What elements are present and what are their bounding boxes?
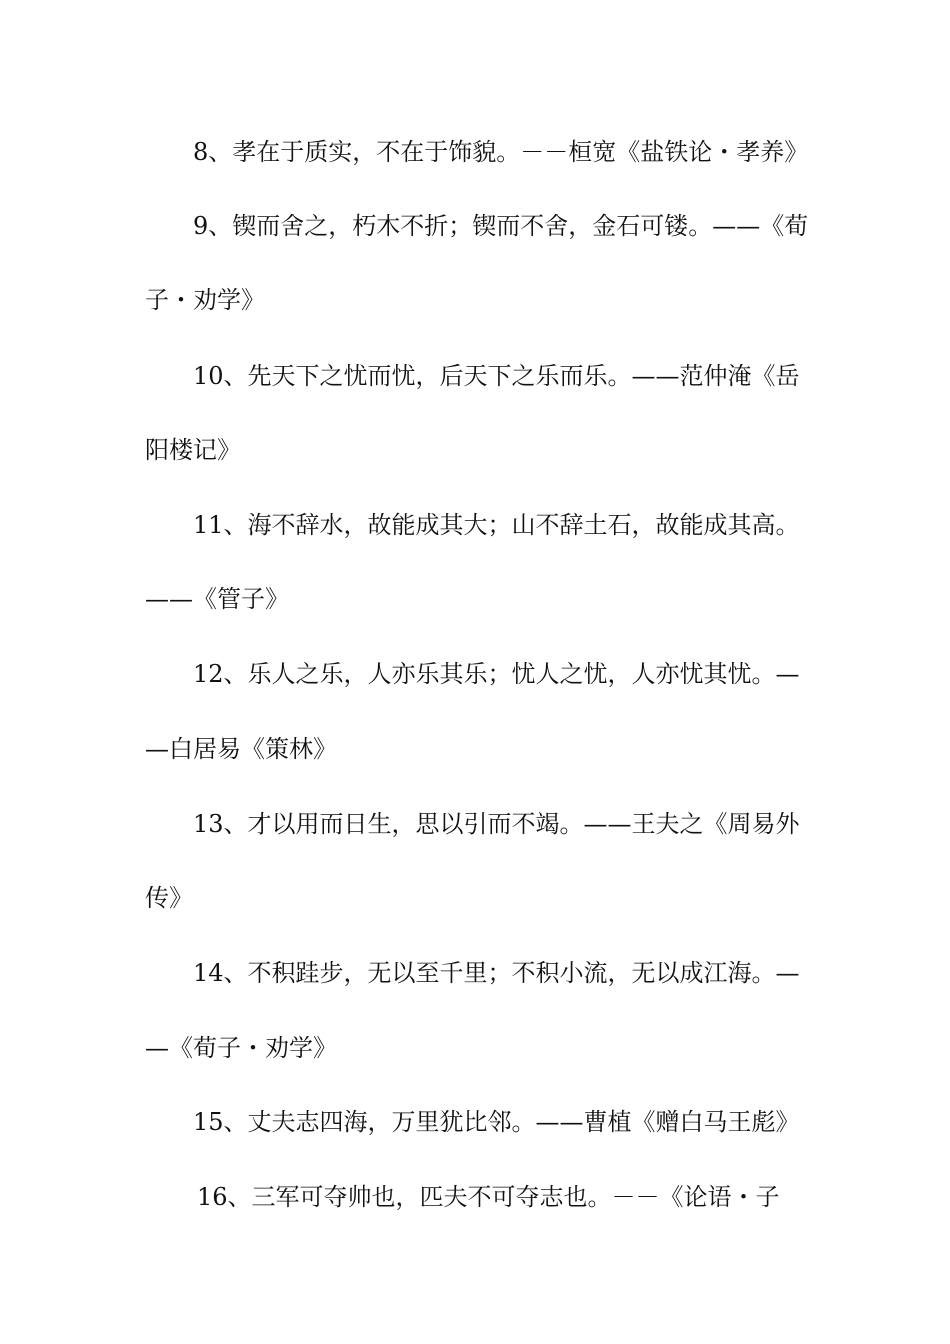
quote-11-line-1: 11、海不辞水，故能成其大；山不辞土石，故能成其高。 xyxy=(193,511,800,539)
quote-14-line-1: 14、不积跬步，无以至千里；不积小流，无以成江海。— xyxy=(193,959,800,987)
quote-13-line-1: 13、才以用而日生，思以引而不竭。——王夫之《周易外 xyxy=(193,810,800,838)
quote-10-line-1: 10、先天下之忧而忧，后天下之乐而乐。——范仲淹《岳 xyxy=(193,362,800,390)
quote-15-line: 15、丈夫志四海，万里犹比邻。——曹植《赠白马王彪》 xyxy=(193,1108,800,1136)
quote-16-line-1: 16、三军可夺帅也，匹夫不可夺志也。－－《论语・子 xyxy=(197,1183,780,1211)
quote-9-line-1: 9、锲而舍之，朽木不折；锲而不舍，金石可镂。——《荀 xyxy=(193,212,809,240)
quote-9-line-2: 子・劝学》 xyxy=(145,286,265,314)
quote-13-line-2: 传》 xyxy=(145,884,193,912)
quote-8-line: 8、孝在于质实，不在于饰貌。－－桓宽《盐铁论・孝养》 xyxy=(193,138,809,166)
quote-12-line-2: —白居易《策林》 xyxy=(145,735,337,763)
quote-12-line-1: 12、乐人之乐，人亦乐其乐；忧人之忧，人亦忧其忧。— xyxy=(193,660,800,688)
quote-11-line-2: ——《管子》 xyxy=(145,585,289,613)
quote-10-line-2: 阳楼记》 xyxy=(145,436,241,464)
quote-14-line-2: —《荀子・劝学》 xyxy=(145,1034,337,1062)
